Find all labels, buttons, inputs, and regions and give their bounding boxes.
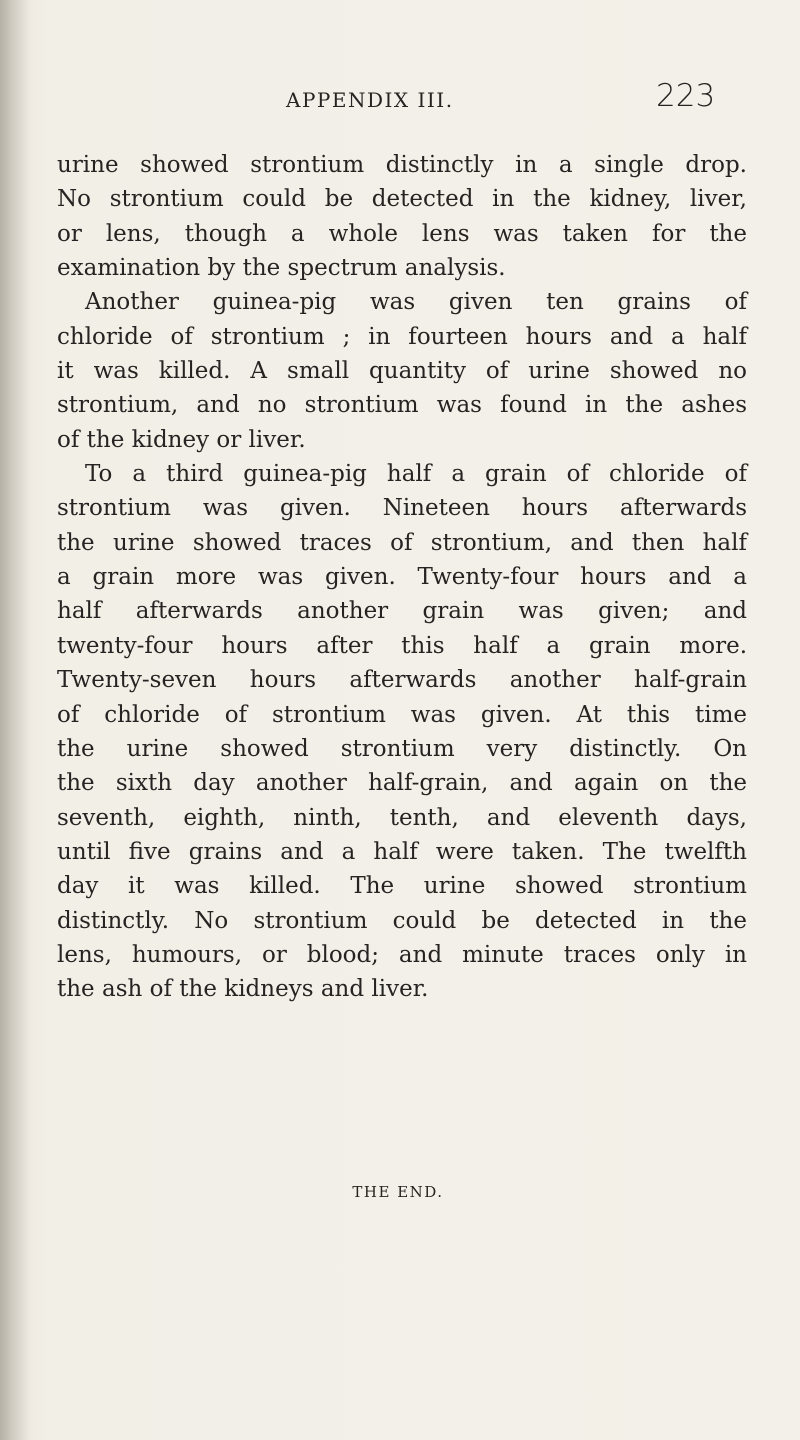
text-line: To a third guinea-pig half a grain of chloride of: [85, 461, 747, 488]
text-line: the urine showed traces of strontium, and then half: [57, 529, 747, 556]
text-line: it was killed. A small quantity of urine showed no: [57, 358, 747, 385]
text-line: Twenty-seven hours afterwards another half-grain: [57, 667, 747, 694]
text-line: of the kidney or liver.: [57, 426, 306, 453]
text-line: lens, humours, or blood; and minute traces only in: [57, 941, 747, 968]
text-line: the urine showed strontium very distinctly. On: [57, 735, 747, 762]
text-line: distinctly. No strontium could be detected in the: [57, 907, 747, 934]
text-line: examination by the spectrum analysis.: [57, 255, 506, 282]
text-line: until five grains and a half were taken. The twelfth: [57, 838, 747, 865]
text-line: No strontium could be detected in the kidney, liver,: [57, 186, 747, 213]
end-mark-text: THE END.: [352, 1183, 444, 1201]
text-line: seventh, eighth, ninth, tenth, and eleventh days,: [57, 804, 747, 831]
running-title: APPENDIX III.: [286, 88, 454, 112]
text-line: day it was killed. The urine showed strontium: [57, 873, 747, 900]
page-number: 223: [656, 78, 716, 114]
binding-gutter-shadow: [0, 0, 30, 1440]
end-mark: [0, 1183, 800, 1201]
text-line: half afterwards another grain was given; and: [57, 598, 747, 625]
text-line: a grain more was given. Twenty-four hours and a: [57, 564, 747, 591]
text-line: the sixth day another half-grain, and again on the: [57, 770, 747, 797]
text-line: chloride of strontium ; in fourteen hours and a half: [57, 323, 747, 350]
text-line: strontium, and no strontium was found in the ashes: [57, 392, 747, 419]
running-head: [0, 78, 800, 118]
text-line: of chloride of strontium was given. At this time: [57, 701, 747, 728]
text-line: or lens, though a whole lens was taken for the: [57, 220, 747, 247]
text-line: urine showed strontium distinctly in a single drop.: [57, 152, 747, 178]
text-line: twenty-four hours after this half a grain more.: [57, 632, 747, 659]
text-line: the ash of the kidneys and liver.: [57, 976, 429, 1003]
text-line: strontium was given. Nineteen hours afterwards: [57, 495, 747, 522]
body-text: [57, 148, 747, 1007]
text-line: Another guinea-pig was given ten grains of: [85, 289, 747, 316]
